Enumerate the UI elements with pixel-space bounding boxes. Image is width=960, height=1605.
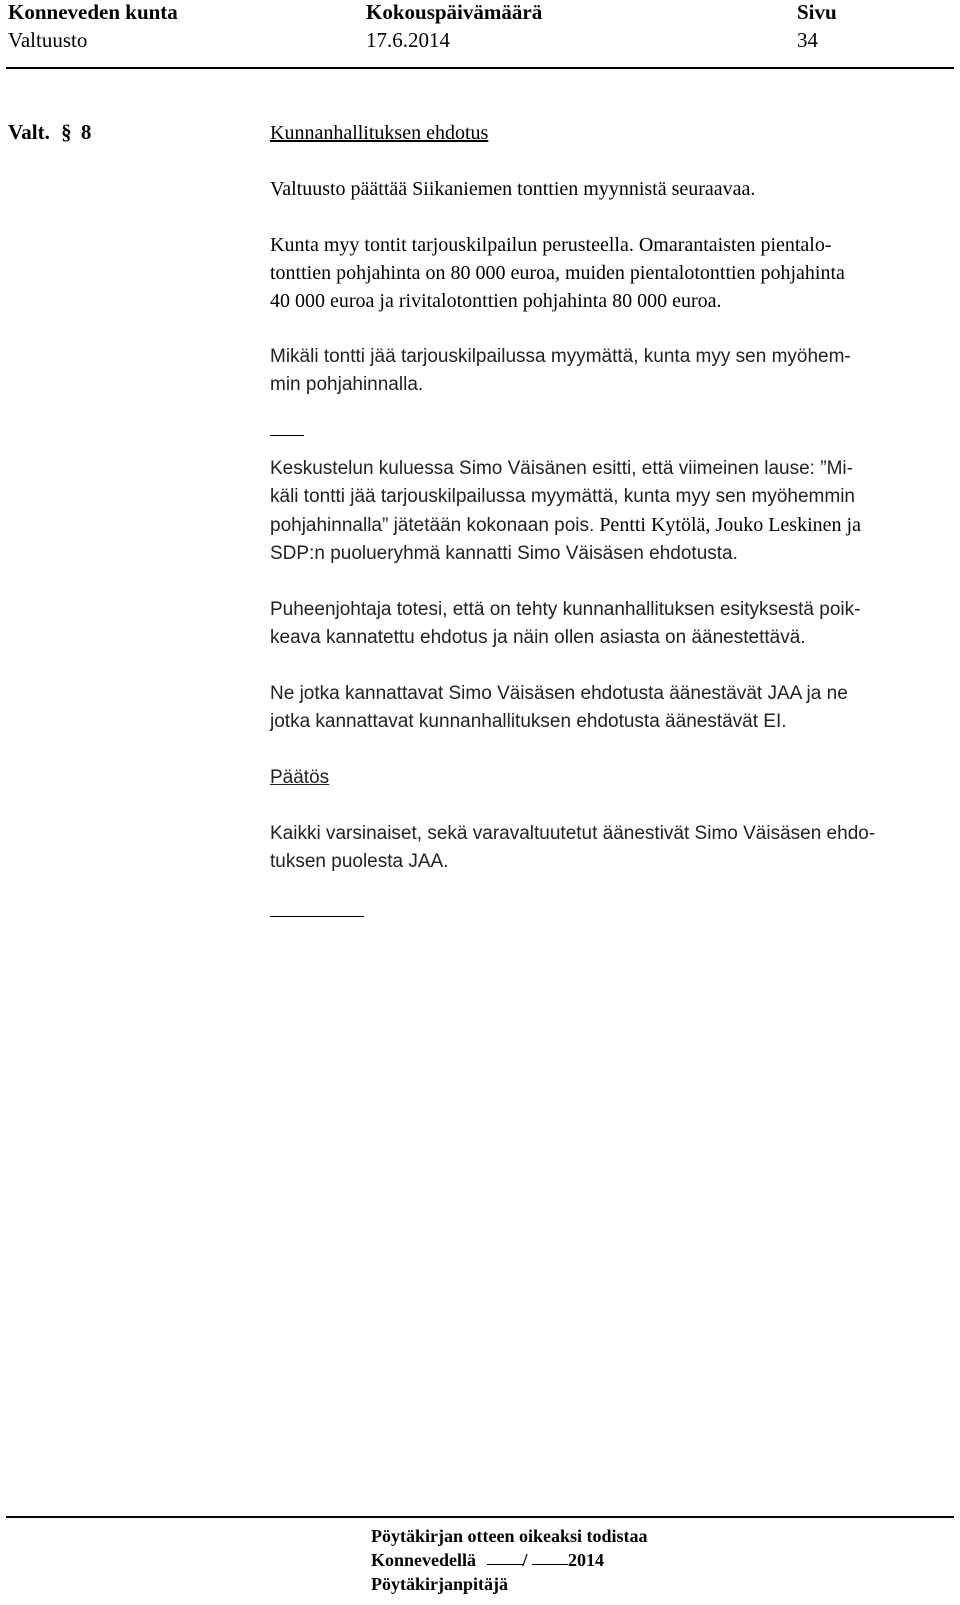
date-label: Kokouspäivämäärä bbox=[366, 0, 543, 24]
paragraph-line: SDP:n puolueryhmä kannatti Simo Väisäsen ehdotusta. bbox=[270, 543, 738, 564]
paragraph-line: Kaikki varsinaiset, sekä varavaltuutetut äänestivät Simo Väisäsen ehdo- bbox=[270, 823, 876, 844]
paragraph-3 bbox=[270, 343, 958, 399]
paragraph-2 bbox=[270, 231, 958, 315]
date-separator: / bbox=[522, 1550, 528, 1570]
document-body bbox=[270, 119, 958, 928]
paragraph-line: tonttien pohjahinta on 80 000 euroa, muiden pientalotonttien pohjahinta bbox=[270, 262, 845, 284]
paragraph-fragment: pohjahinnalla” jätetään kokonaan pois. bbox=[270, 515, 595, 536]
paragraph-fragment: Pentti Kytölä, Jouko Leskinen ja bbox=[594, 514, 861, 536]
municipality-name: Konneveden kunta bbox=[8, 0, 178, 24]
separator-line bbox=[270, 417, 304, 436]
paragraph-line: Mikäli tontti jää tarjouskilpailussa myymättä, kunta myy sen myöhem- bbox=[270, 346, 851, 367]
paragraph-line: Puheenjohtaja totesi, että on tehty kunnanhallituksen esityksestä poik- bbox=[270, 599, 861, 620]
day-blank bbox=[487, 1548, 523, 1565]
paragraph-line: Ne jotka kannattavat Simo Väisäsen ehdotusta äänestävät JAA ja ne bbox=[270, 683, 848, 704]
paragraph-line bbox=[270, 511, 958, 540]
secretary-label: Pöytäkirjanpitäjä bbox=[371, 1574, 508, 1594]
paragraph-line: jotka kannattavat kunnanhallituksen ehdotusta äänestävät EI. bbox=[270, 711, 787, 732]
proposal-heading: Kunnanhallituksen ehdotus bbox=[270, 122, 489, 144]
separator-long bbox=[270, 898, 958, 928]
certification-text: Pöytäkirjan otteen oikeaksi todistaa bbox=[371, 1526, 648, 1546]
header-rule bbox=[6, 67, 954, 69]
section-number bbox=[8, 118, 91, 146]
paragraph-6 bbox=[270, 680, 958, 736]
year: 2014 bbox=[568, 1550, 605, 1570]
separator-short bbox=[270, 417, 958, 455]
month-blank bbox=[532, 1548, 568, 1565]
paragraph-5 bbox=[270, 596, 958, 652]
organ-name: Valtuusto bbox=[8, 28, 88, 52]
decision-heading: Päätös bbox=[270, 767, 330, 788]
paragraph-line: keava kannatettu ehdotus ja näin ollen asiasta on äänestettävä. bbox=[270, 627, 806, 648]
meeting-date: 17.6.2014 bbox=[366, 28, 450, 52]
paragraph-line: Kunta myy tontit tarjouskilpailun perusteella. Omarantaisten pientalo- bbox=[270, 234, 832, 256]
paragraph-line: tuksen puolesta JAA. bbox=[270, 851, 449, 872]
certification-place-date bbox=[371, 1548, 604, 1572]
paragraph-4 bbox=[270, 455, 958, 568]
page-number: 34 bbox=[797, 28, 818, 52]
paragraph-line: min pohjahinnalla. bbox=[270, 374, 424, 395]
paragraph-line: käli tontti jää tarjouskilpailussa myymättä, kunta myy sen myöhemmin bbox=[270, 486, 856, 507]
separator-line bbox=[270, 898, 364, 917]
section-num: 8 bbox=[80, 120, 92, 144]
paragraph-1: Valtuusto päättää Siikaniemen tonttien myynnistä seuraavaa. bbox=[270, 178, 756, 200]
section-label: Valt. bbox=[8, 120, 50, 144]
paragraph-7 bbox=[270, 820, 958, 876]
section-symbol: § bbox=[61, 120, 72, 144]
paragraph-line: Keskustelun kuluessa Simo Väisänen esitti, että viimeinen lause: ”Mi- bbox=[270, 458, 853, 479]
paragraph-line: 40 000 euroa ja rivitalotonttien pohjahinta 80 000 euroa. bbox=[270, 290, 722, 312]
page-header bbox=[0, 0, 960, 70]
place: Konnevedellä bbox=[371, 1550, 477, 1570]
footer-rule bbox=[6, 1516, 954, 1518]
page-label: Sivu bbox=[797, 0, 837, 24]
